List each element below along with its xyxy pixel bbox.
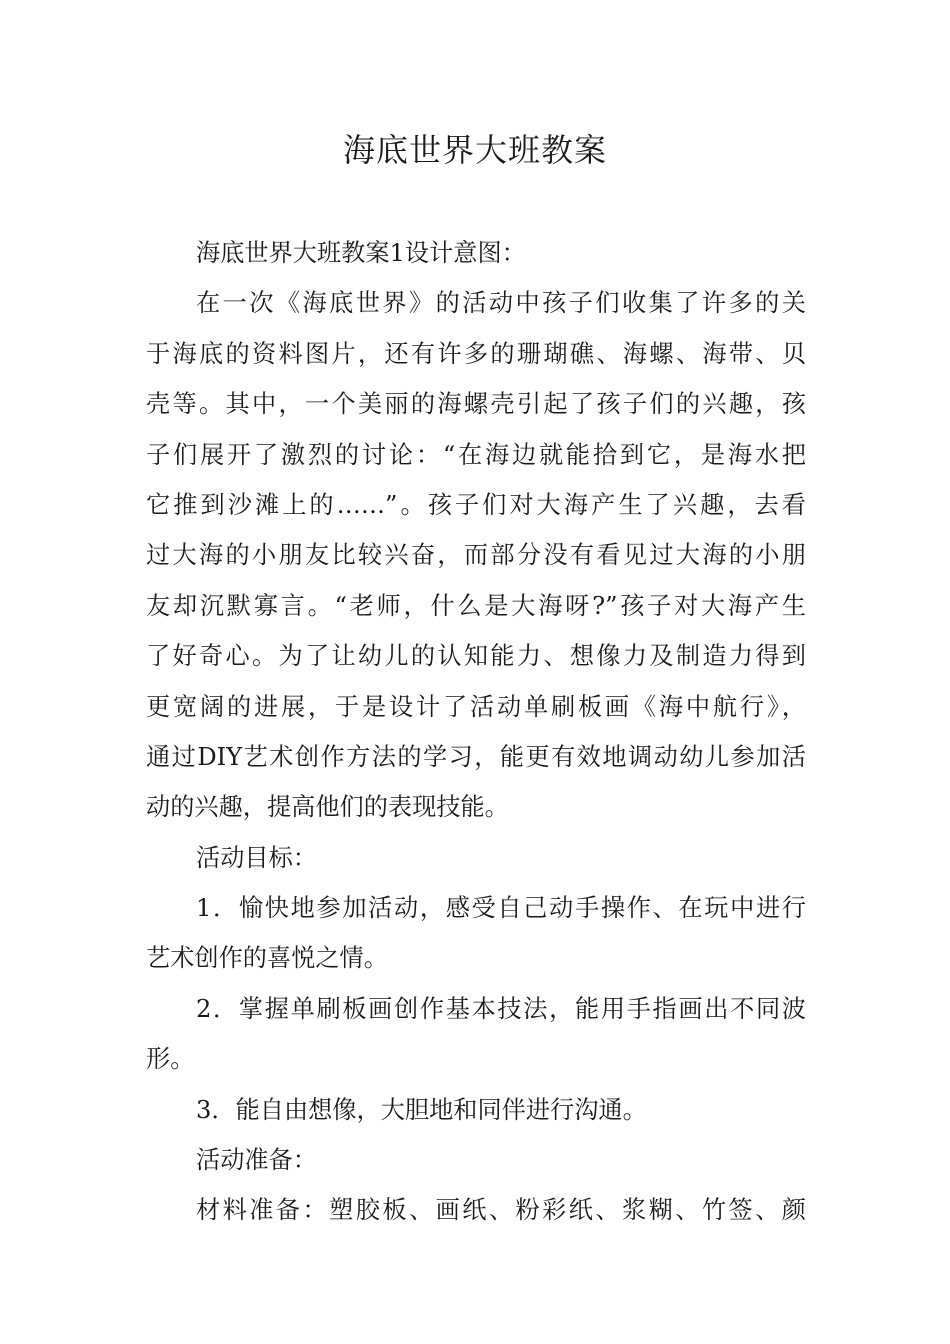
text-line: 艺术创作的喜悦之情。 xyxy=(146,944,388,973)
text-line: 材料准备：塑胶板、画纸、粉彩纸、浆糊、竹签、颜 xyxy=(196,1196,806,1225)
text-line: 了好奇心。为了让幼儿的认知能力、想像力及制造力得到 xyxy=(146,642,806,671)
text-line: 2．掌握单刷板画创作基本技法，能用手指画出不同波 xyxy=(196,994,806,1023)
document-title: 海底世界大班教案 xyxy=(342,131,607,169)
text-line: 形。 xyxy=(146,1045,195,1074)
text-line: 子们展开了激烈的讨论：“在海边就能拾到它，是海水把 xyxy=(146,440,806,469)
text-line: 它推到沙滩上的……”。孩子们对大海产生了兴趣，去看 xyxy=(146,490,806,519)
text-line: 壳等。其中，一个美丽的海螺壳引起了孩子们的兴趣，孩 xyxy=(146,390,806,419)
text-line: 1．愉快地参加活动，感受自己动手操作、在玩中进行 xyxy=(196,894,806,923)
text-line: 友却沉默寡言。“老师，什么是大海呀?”孩子对大海产生 xyxy=(146,591,806,620)
text-line: 海底世界大班教案1设计意图： xyxy=(196,239,526,267)
text-line: 活动目标： xyxy=(196,843,317,872)
text-line: 3．能自由想像，大胆地和同伴进行沟通。 xyxy=(196,1095,647,1124)
text-line: 更宽阔的进展，于是设计了活动单刷板画《海中航行》， xyxy=(146,692,806,721)
text-line: 过大海的小朋友比较兴奋，而部分没有看见过大海的小朋 xyxy=(146,541,806,570)
text-line: 活动准备： xyxy=(196,1146,317,1175)
text-line: 动的兴趣，提高他们的表现技能。 xyxy=(146,793,509,822)
document-body xyxy=(146,228,806,1236)
text-line: 通过DIY艺术创作方法的学习，能更有效地调动幼儿参加活 xyxy=(146,742,806,771)
text-line: 在一次《海底世界》的活动中孩子们收集了许多的关 xyxy=(196,289,806,318)
text-line: 于海底的资料图片，还有许多的珊瑚礁、海螺、海带、贝 xyxy=(146,339,806,368)
